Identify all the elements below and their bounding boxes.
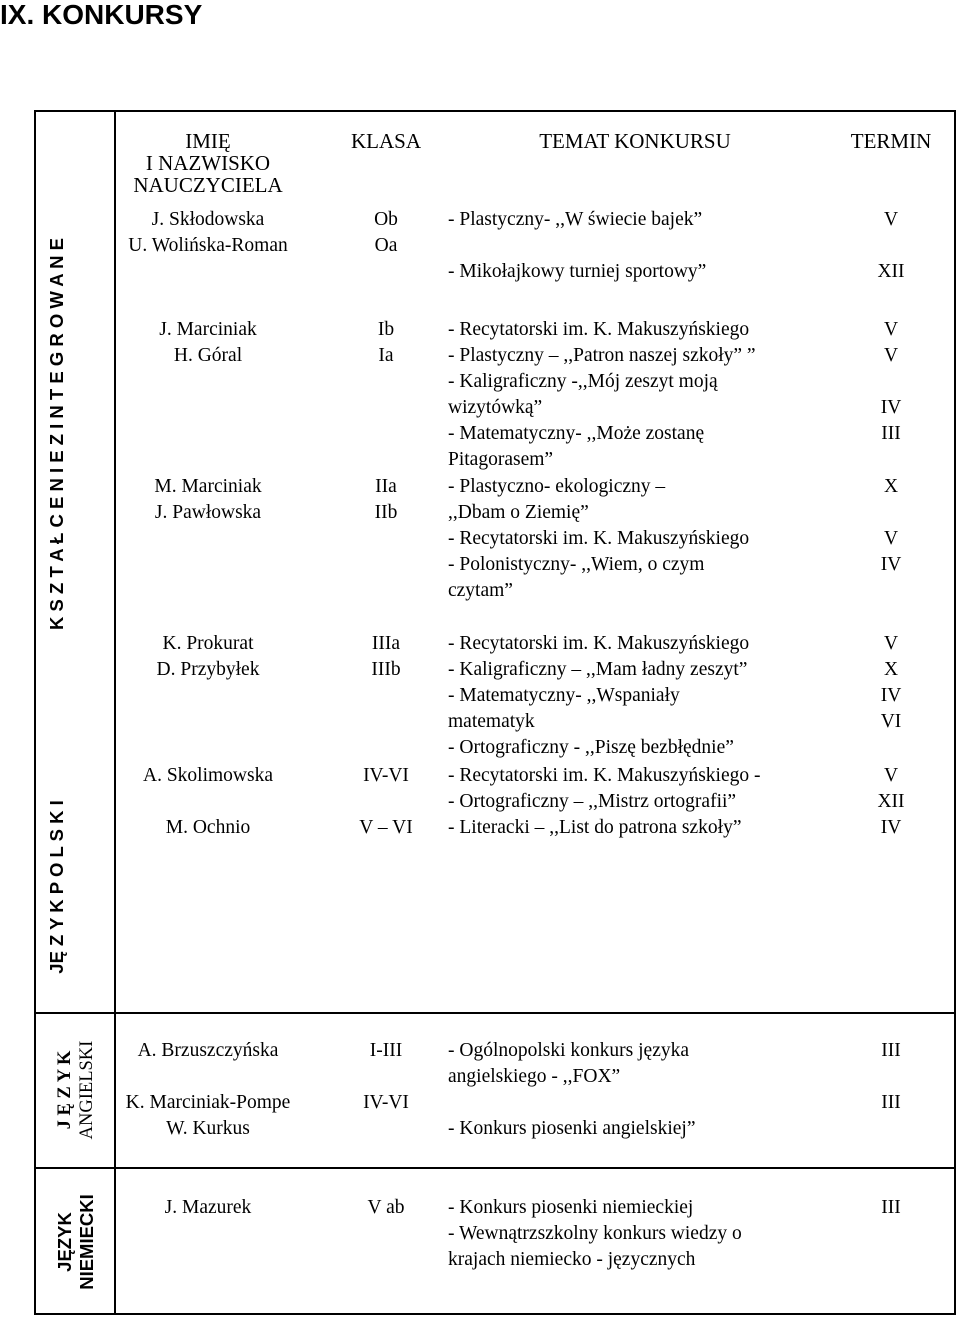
teachers-cell: M. Marciniak J. Pawłowska [154,476,262,523]
term-cell: V XII [877,209,905,282]
term-cell: V V IV III [880,319,902,444]
subject-label-ksztalcenie: K S Z T A Ł C E N I E Z I N T E G R O W A N E [46,238,67,630]
class-cell: Ob Oa [374,209,398,256]
term-cell: V XII IV [877,765,905,838]
teachers-cell: J. Mazurek [164,1197,252,1218]
term-cell: X V IV [880,476,902,575]
subject-label-angielski: J Ę Z Y K ANGIELSKI [55,1040,97,1140]
subject-label-niemiecki: JĘZYK NIEMIECKI [54,1194,97,1290]
header-class: KLASA [350,129,421,153]
rule-angielski-niemiecki [36,1167,954,1169]
class-cell: IV-VI V – VI [359,765,413,838]
header-teacher: IMIĘ I NAZWISKO NAUCZYCIELA [133,129,283,197]
term-cell: V X IV VI [880,633,902,732]
term-cell: III [881,1197,901,1218]
teachers-cell: J. Skłodowska U. Wolińska-Roman [128,209,288,256]
teachers-cell: J. Marciniak H. Góral [159,319,257,366]
topics-cell: - Ogólnopolski konkurs języka angielskiego - ,,FOX” - Konkurs piosenki angielskiej” [448,1040,696,1139]
topics-cell: - Plastyczny- ,,W świecie bajek” - Mikołajkowy turniej sportowy” [448,209,707,282]
page-title: IX. KONKURSY [0,0,203,30]
class-cell: Ib Ia [377,319,395,366]
topics-cell: - Konkurs piosenki niemieckiej - Wewnątrzszkolny konkurs wiedzy o krajach niemiecko - języcznych [448,1197,742,1270]
term-cell: III III [881,1040,901,1113]
header-topic: TEMAT KONKURSU [539,129,731,153]
class-cell: V ab [367,1197,405,1218]
teachers-cell: A. Skolimowska M. Ochnio [142,765,273,838]
topics-cell: - Plastyczno- ekologiczny – ,,Dbam o Ziemię” - Recytatorski im. K. Makuszyńskiego - Polonistyczny- ,,Wiem, o czym czytam” [448,476,750,601]
teachers-cell: K. Prokurat D. Przybyłek [156,633,260,680]
teachers-cell: A. Brzuszczyńska K. Marciniak-Pompe W. Kurkus [125,1040,291,1139]
header-term: TERMIN [850,129,932,153]
rule-polski-angielski [36,1012,954,1014]
topics-cell: - Recytatorski im. K. Makuszyńskiego - Kaligraficzny – ,,Mam ładny zeszyt” - Matematyczny- ,,Wspaniały matematyk - Ortograficzny - ,,Piszę bezbłędnie” [448,633,750,758]
topics-cell: - Recytatorski im. K. Makuszyńskiego - Plastyczny – ,,Patron naszej szkoły” ” - Kaligraficzny -,,Mój zeszyt moją wizytówką” - Matematyczny- ,,Może zostanę Pitagorasem” [448,319,756,470]
subject-label-polski: JĘ Z Y K P O L S K I [46,800,67,974]
topics-cell: - Recytatorski im. K. Makuszyńskiego - - Ortograficzny – ,,Mistrz ortografii” - Literacki – ,,List do patrona szkoły” [448,765,761,838]
class-cell: IIa IIb [374,476,398,523]
class-cell: I-III IV-VI [363,1040,409,1113]
class-cell: IIIa IIIb [371,633,401,680]
